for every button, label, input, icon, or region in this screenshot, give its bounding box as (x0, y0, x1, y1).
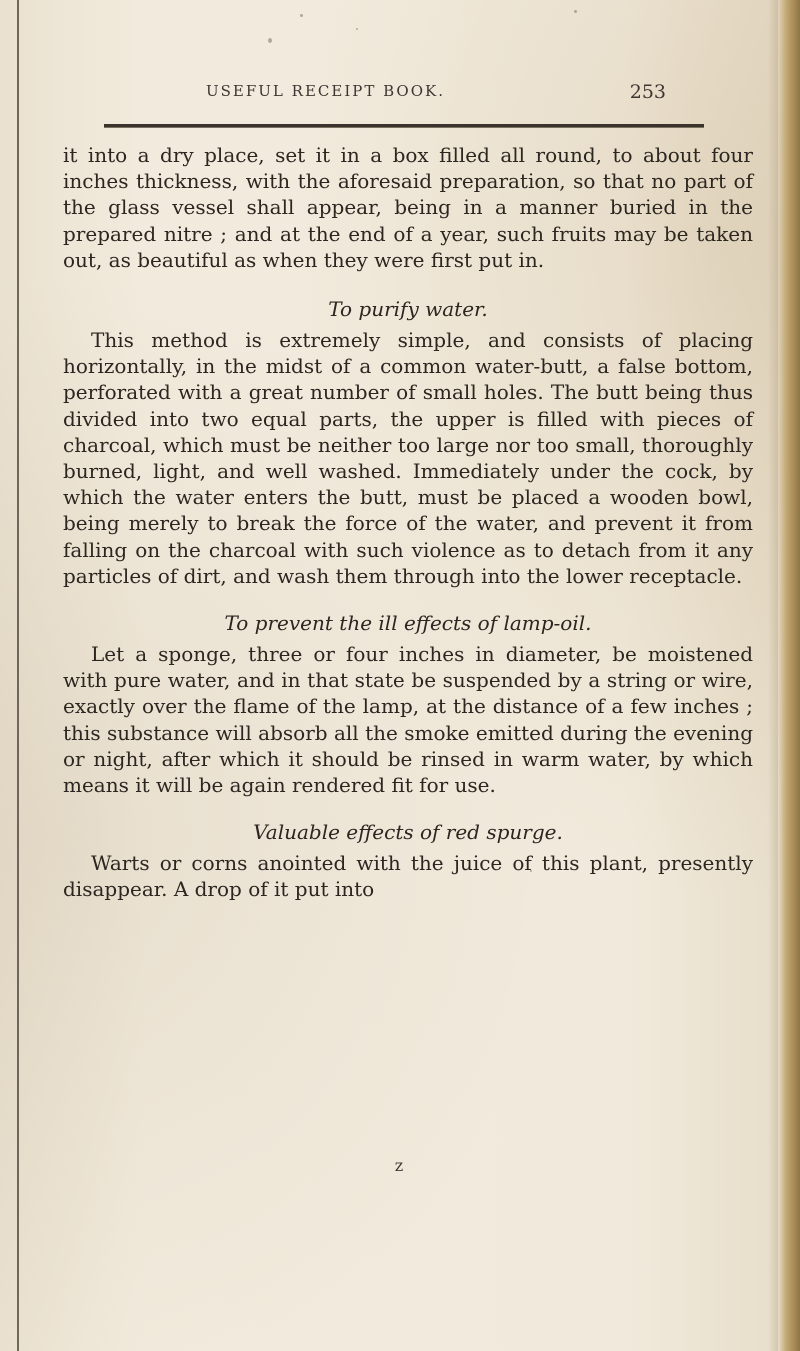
signature-mark: z (394, 1156, 404, 1175)
section-heading-lamp-oil: To prevent the ill effects of lamp-oil. (224, 611, 592, 636)
paper-speck (737, 392, 741, 396)
paragraph-continuation: it into a dry place, set it in a box filled all round, to about four inches thickness, with the aforesaid preparation, so that no part of the glass vessel shall appear, being in a manner buried in the prepared nitre ; and at the end of a year, such fruits may be taken out, as beautiful as when they were first put in. (63, 143, 753, 272)
running-head: USEFUL RECEIPT BOOK. (206, 82, 445, 100)
page-number: 253 (629, 81, 666, 103)
section-heading-purify-water: To purify water. (328, 297, 488, 322)
gutter-line (17, 0, 19, 1351)
page-body (63, 142, 753, 903)
paragraph-lamp-oil: Let a sponge, three or four inches in diameter, be moistened with pure water, and in that state be suspended by a string or wire, exactly over the flame of the lamp, at the distance of a few inches ; this substance will absorb all the smoke emitted during the evening or night, after which it should be rinsed in warm water, by which means it will be again rendered fit for use. (63, 642, 753, 798)
paper-speck (268, 38, 272, 43)
section-heading-red-spurge: Valuable effects of red spurge. (253, 820, 563, 845)
paper-speck (300, 14, 303, 17)
page-edge (778, 0, 800, 1351)
paper-speck (574, 10, 577, 13)
paragraph-red-spurge: Warts or corns anointed with the juice of this plant, presently disappear. A drop of it put into (63, 851, 753, 902)
page-edge-shadow (768, 0, 778, 1351)
page-header (206, 82, 666, 108)
paper-speck (356, 28, 358, 30)
paper-speck (530, 870, 532, 872)
header-rule (104, 124, 704, 128)
paragraph-purify-water: This method is extremely simple, and consists of placing horizontally, in the midst of a common water-butt, a false bottom, perforated with a great number of small holes. The butt being thus divided into two equal parts, the upper is filled with pieces of charcoal, which must be neither too large nor too small, thoroughly burned, light, and well washed. Immediately under the cock, by which the water enters the butt, must be placed a wooden bowl, being merely to break the force of the water, and prevent it from falling on the charcoal with such violence as to detach from it any particles of dirt, and wash them through into the lower receptacle. (63, 328, 753, 588)
